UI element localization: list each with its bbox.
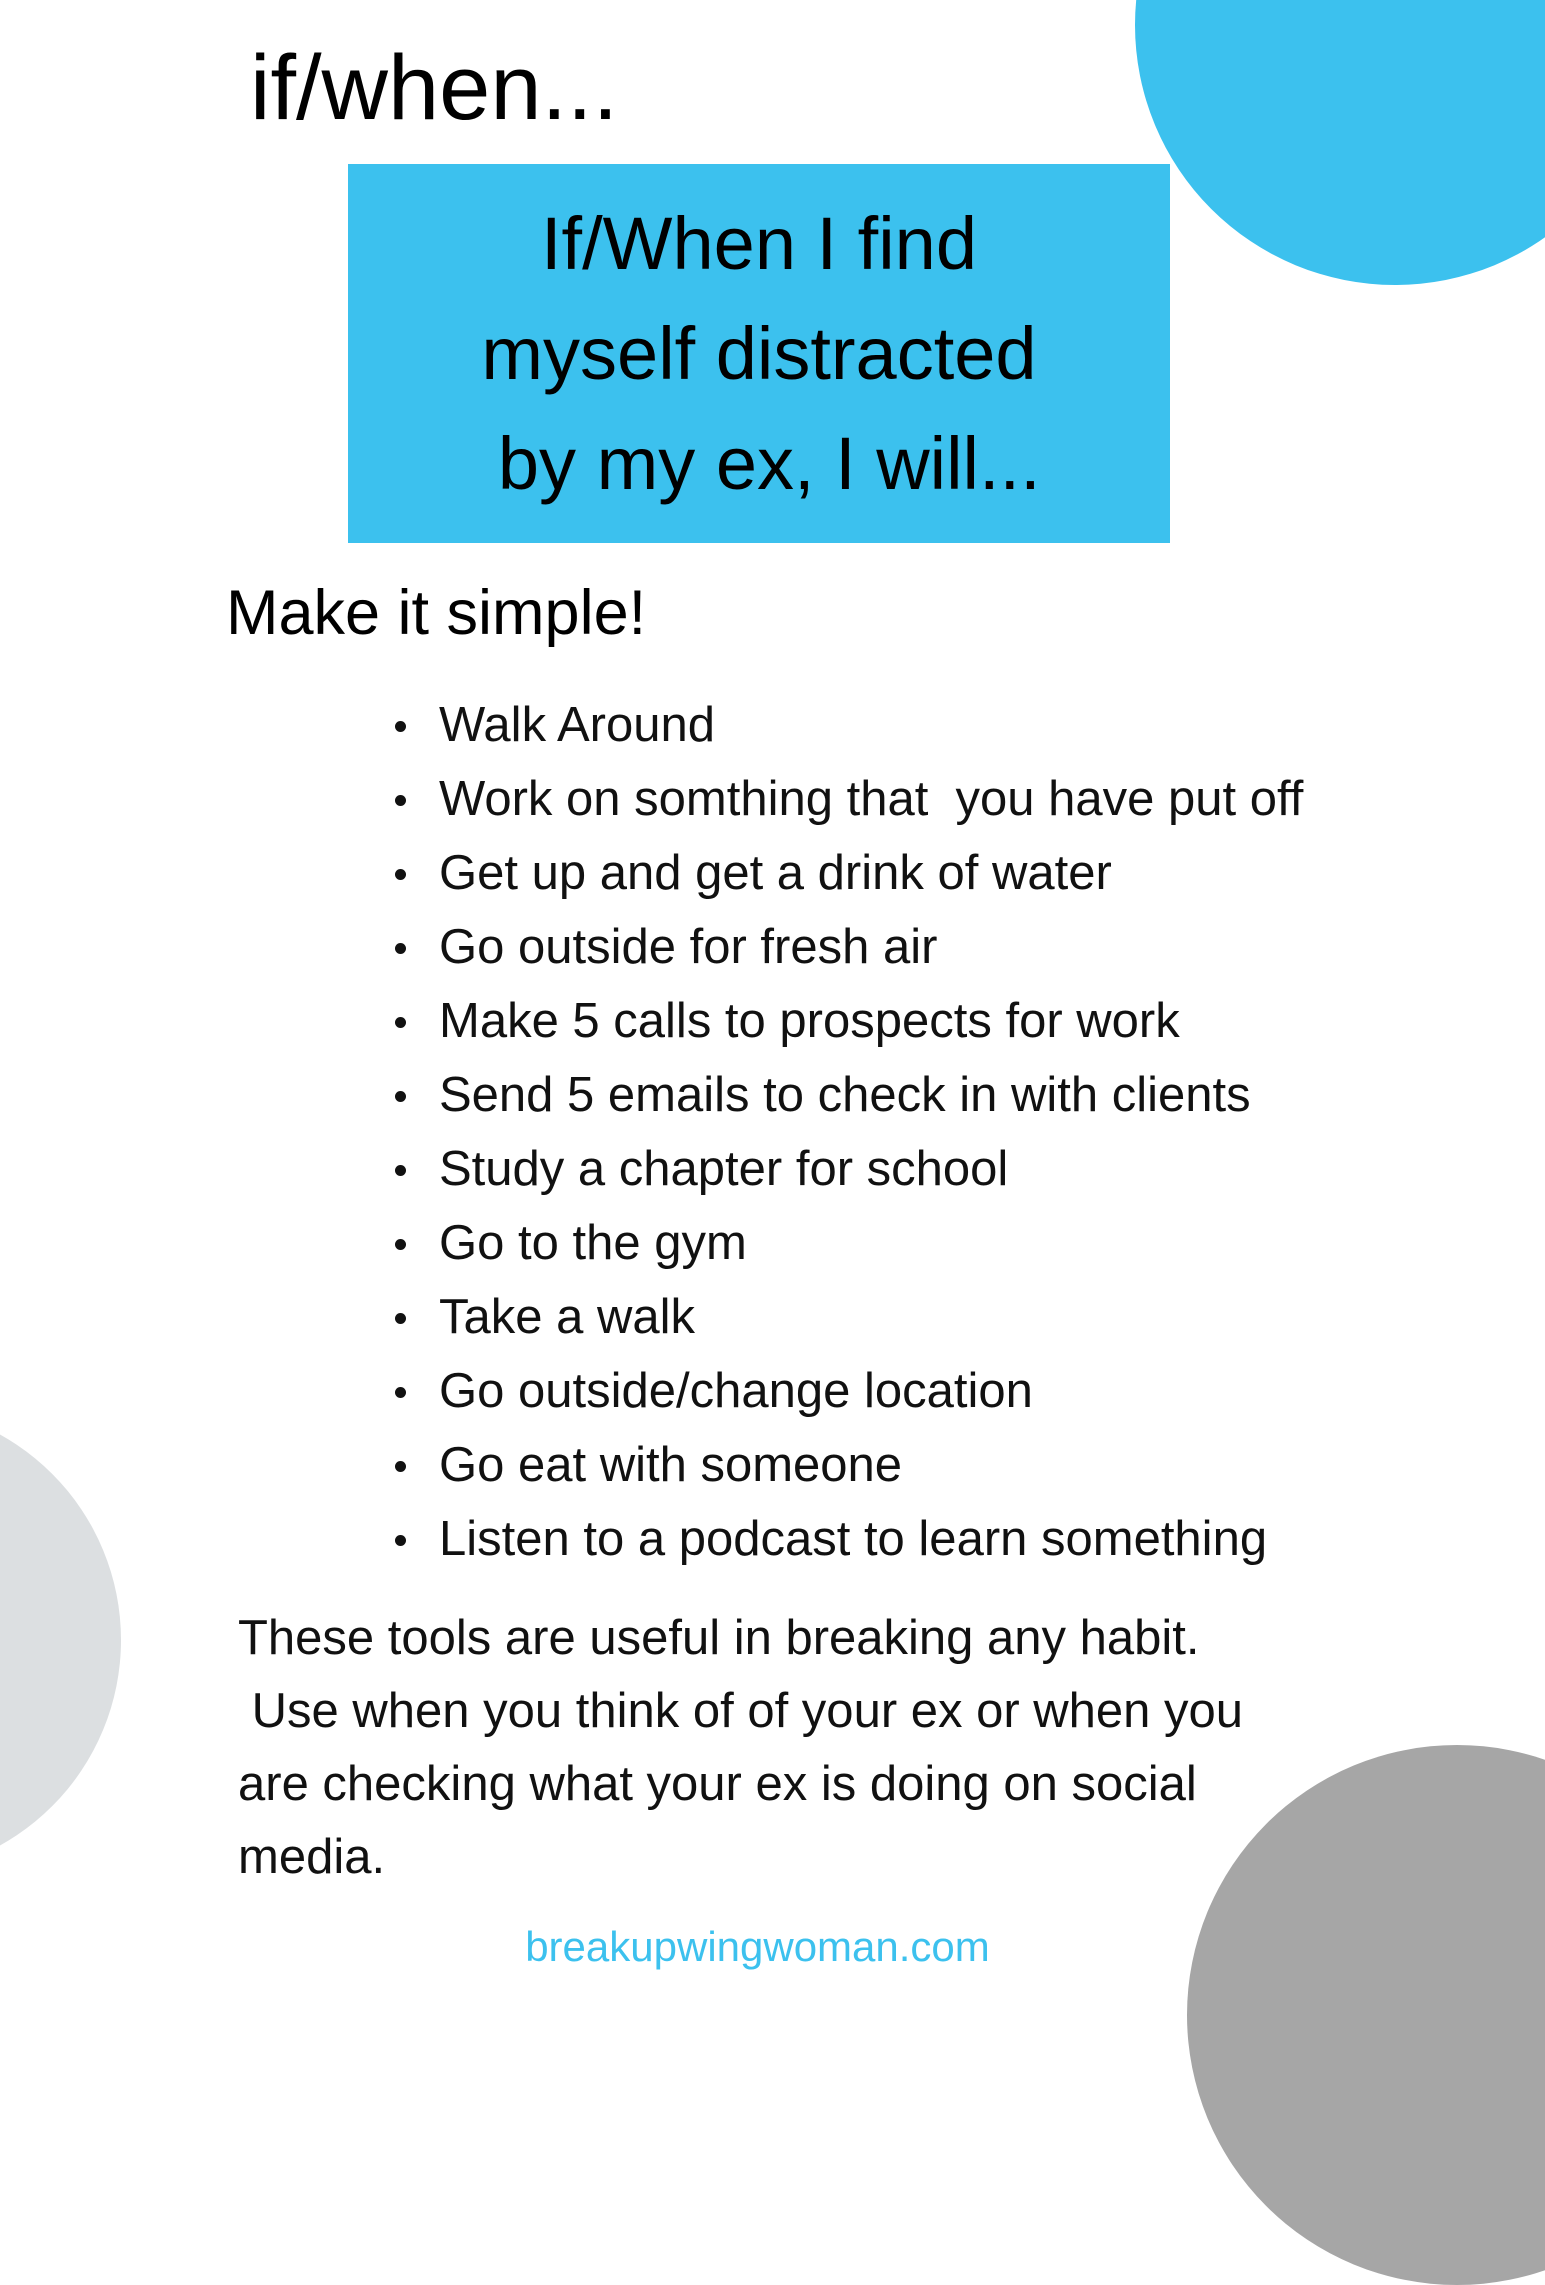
closing-line: media. [238, 1830, 386, 1884]
decorative-circle-light-gray [0, 1405, 121, 1875]
callout-box [348, 164, 1170, 543]
list-item: Take a walk [395, 1280, 1303, 1354]
list-item: Go outside/change location [395, 1354, 1303, 1428]
list-item: Make 5 calls to prospects for work [395, 984, 1303, 1058]
callout-line: If/When I find [541, 201, 977, 285]
page-title: if/when... [250, 37, 619, 139]
list-item: Send 5 emails to check in with clients [395, 1058, 1303, 1132]
callout-text [379, 189, 1139, 519]
closing-line: Use when you think of of your ex or when you [238, 1684, 1244, 1738]
list-item: Work on somthing that you have put off [395, 762, 1303, 836]
action-list [395, 688, 1303, 1576]
closing-paragraph [238, 1602, 1358, 1894]
callout-line: myself distracted [481, 311, 1037, 395]
list-item: Listen to a podcast to learn something [395, 1502, 1303, 1576]
section-subtitle: Make it simple! [226, 578, 647, 648]
website-link[interactable]: breakupwingwoman.com [525, 1923, 990, 1970]
list-item: Study a chapter for school [395, 1132, 1303, 1206]
list-item: Go outside for fresh air [395, 910, 1303, 984]
callout-line: by my ex, I will... [477, 421, 1041, 505]
decorative-circle-blue [1135, 0, 1545, 285]
list-item: Go to the gym [395, 1206, 1303, 1280]
closing-line: are checking what your ex is doing on social [238, 1757, 1197, 1811]
list-item: Go eat with someone [395, 1428, 1303, 1502]
list-item: Walk Around [395, 688, 1303, 762]
closing-line: These tools are useful in breaking any habit. [238, 1611, 1200, 1665]
list-item: Get up and get a drink of water [395, 836, 1303, 910]
